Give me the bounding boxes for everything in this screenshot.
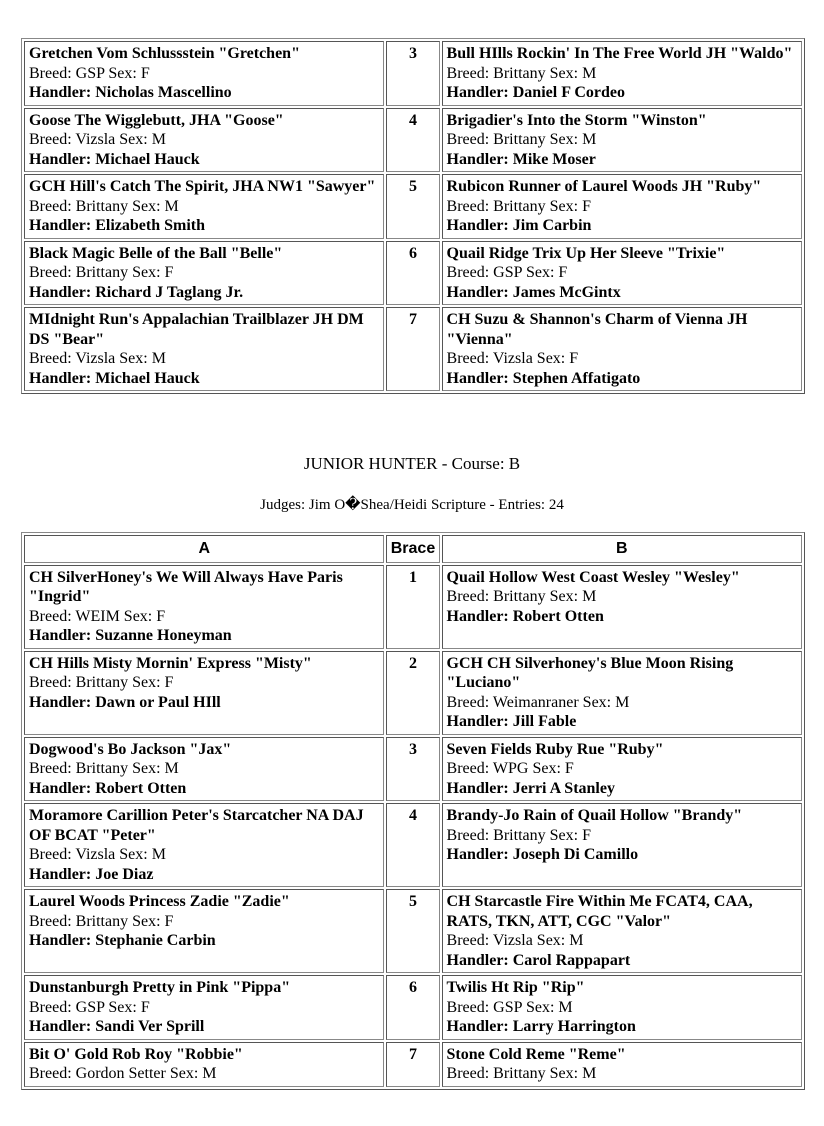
entry-cell-a	[24, 307, 384, 391]
entry-cell-a	[24, 1042, 384, 1087]
breed-sex: Breed: WPG Sex: F	[446, 760, 574, 777]
entry-cell-b	[442, 737, 802, 802]
entry-cell-b	[442, 975, 802, 1040]
dog-name: Brigadier's Into the Storm "Winston"	[446, 111, 707, 129]
handler-name: Handler: Jim Carbin	[446, 217, 592, 234]
table-row	[24, 889, 802, 973]
breed-sex: Breed: GSP Sex: M	[446, 998, 573, 1016]
entry-cell-b	[442, 1042, 802, 1087]
handler-name: Handler: Michael Hauck	[29, 369, 200, 387]
handler-name: Handler: Joseph Di Camillo	[446, 846, 639, 863]
table-row	[24, 651, 802, 735]
entry-cell-b	[442, 174, 802, 239]
entry-cell-a	[24, 41, 384, 106]
judges-line: Judges: Jim O�Shea/Heidi Scripture - Entries: 24	[260, 497, 564, 513]
dog-name: Seven Fields Ruby Rue "Ruby"	[446, 740, 664, 758]
dog-name: Black Magic Belle of the Ball "Belle"	[29, 244, 283, 262]
dog-name: Rubicon Runner of Laurel Woods JH "Ruby"	[446, 178, 762, 195]
entry-cell-b	[442, 803, 802, 887]
dog-name: Moramore Carillion Peter's Starcatcher NA DAJ OF BCAT "Peter"	[29, 807, 364, 844]
dog-name: Bull HIlls Rockin' In The Free World JH "Waldo"	[446, 45, 793, 62]
handler-name: Handler: Jerri A Stanley	[446, 779, 615, 797]
table-row	[24, 307, 802, 391]
dog-name: CH SilverHoney's We Will Always Have Paris "Ingrid"	[29, 568, 343, 605]
breed-sex: Breed: Vizsla Sex: M	[29, 350, 166, 367]
entry-cell-a	[24, 174, 384, 239]
breed-sex: Breed: Brittany Sex: F	[446, 826, 591, 844]
results-table-top	[21, 38, 805, 394]
breed-sex: Breed: Vizsla Sex: M	[29, 131, 166, 148]
handler-name: Handler: Dawn or Paul HIll	[29, 693, 221, 711]
entry-cell-b	[442, 565, 802, 649]
handler-name: Handler: Michael Hauck	[29, 150, 200, 168]
entry-cell-a	[24, 737, 384, 802]
dog-name: Quail Hollow West Coast Wesley "Wesley"	[446, 568, 740, 586]
entry-cell-a	[24, 108, 384, 173]
entry-cell-a	[24, 241, 384, 306]
dog-name: Goose The Wigglebutt, JHA "Goose"	[29, 111, 284, 129]
brace-number: 7	[386, 307, 439, 391]
entry-cell-b	[442, 307, 802, 391]
handler-name: Handler: Nicholas Mascellino	[29, 84, 232, 101]
breed-sex: Breed: Vizsla Sex: M	[29, 846, 166, 863]
entry-cell-b	[442, 241, 802, 306]
breed-sex: Breed: Brittany Sex: F	[29, 674, 174, 691]
table-row	[24, 1042, 802, 1087]
breed-sex: Breed: Brittany Sex: F	[29, 912, 174, 930]
junior-hunter-table	[21, 532, 805, 1090]
handler-name: Handler: Robert Otten	[29, 779, 187, 797]
handler-name: Handler: Suzanne Honeyman	[29, 627, 232, 644]
table-row	[24, 41, 802, 106]
brace-number: 1	[386, 565, 439, 649]
brace-number: 5	[386, 174, 439, 239]
entry-cell-a	[24, 975, 384, 1040]
handler-name: Handler: Daniel F Cordeo	[446, 84, 626, 101]
dog-name: GCH CH Silverhoney's Blue Moon Rising "Luciano"	[446, 654, 734, 691]
entry-cell-b	[442, 108, 802, 173]
brace-number: 3	[386, 41, 439, 106]
table-header-row	[24, 535, 802, 563]
brace-number: 6	[386, 975, 439, 1040]
handler-name: Handler: Carol Rappapart	[446, 951, 631, 969]
section-title: JUNIOR HUNTER - Course: B	[303, 454, 521, 473]
table-row	[24, 737, 802, 802]
handler-name: Handler: Sandi Ver Sprill	[29, 1018, 205, 1035]
handler-name: Handler: Elizabeth Smith	[29, 217, 206, 234]
dog-name: Laurel Woods Princess Zadie "Zadie"	[29, 893, 290, 910]
entry-cell-b	[442, 889, 802, 973]
dog-name: CH Hills Misty Mornin' Express "Misty"	[29, 654, 312, 672]
column-header-brace: Brace	[386, 535, 439, 563]
handler-name: Handler: Robert Otten	[446, 607, 604, 625]
entry-cell-a	[24, 565, 384, 649]
breed-sex: Breed: GSP Sex: F	[29, 64, 150, 82]
dog-name: Twilis Ht Rip "Rip"	[446, 979, 585, 996]
handler-name: Handler: Larry Harrington	[446, 1018, 636, 1035]
breed-sex: Breed: GSP Sex: F	[29, 998, 150, 1016]
breed-sex: Breed: Gordon Setter Sex: M	[29, 1065, 217, 1082]
handler-name: Handler: Stephanie Carbin	[29, 932, 216, 949]
brace-number: 7	[386, 1042, 439, 1087]
brace-number: 4	[386, 803, 439, 887]
handler-name: Handler: Mike Moser	[446, 150, 596, 168]
breed-sex: Breed: Vizsla Sex: F	[446, 350, 579, 367]
entry-cell-a	[24, 889, 384, 973]
handler-name: Handler: Richard J Taglang Jr.	[29, 283, 244, 301]
table-row	[24, 241, 802, 306]
breed-sex: Breed: Brittany Sex: M	[29, 760, 179, 777]
breed-sex: Breed: Vizsla Sex: M	[446, 932, 584, 949]
dog-name: Brandy-Jo Rain of Quail Hollow "Brandy"	[446, 807, 743, 824]
entry-cell-b	[442, 651, 802, 735]
breed-sex: Breed: Brittany Sex: M	[446, 64, 597, 82]
column-header-b: B	[442, 535, 802, 563]
table-row	[24, 108, 802, 173]
entry-cell-b	[442, 41, 802, 106]
results-table-top-body	[24, 41, 802, 391]
dog-name: Quail Ridge Trix Up Her Sleeve "Trixie"	[446, 244, 726, 262]
dog-name: CH Starcastle Fire Within Me FCAT4, CAA, RATS, TKN, ATT, CGC "Valor"	[446, 893, 753, 930]
handler-name: Handler: Jill Fable	[446, 713, 577, 730]
dog-name: GCH Hill's Catch The Spirit, JHA NW1 "Sawyer"	[29, 178, 376, 195]
dog-name: Stone Cold Reme "Reme"	[446, 1045, 626, 1063]
brace-number: 5	[386, 889, 439, 973]
entry-cell-a	[24, 803, 384, 887]
dog-name: CH Suzu & Shannon's Charm of Vienna JH "Vienna"	[446, 311, 748, 348]
dog-name: Dunstanburgh Pretty in Pink "Pippa"	[29, 979, 291, 996]
brace-number: 4	[386, 108, 439, 173]
brace-number: 3	[386, 737, 439, 802]
column-header-a: A	[24, 535, 384, 563]
breed-sex: Breed: Brittany Sex: F	[446, 197, 591, 215]
breed-sex: Breed: Brittany Sex: M	[29, 197, 179, 215]
handler-name: Handler: Stephen Affatigato	[446, 369, 641, 387]
breed-sex: Breed: GSP Sex: F	[446, 264, 568, 281]
brace-number: 2	[386, 651, 439, 735]
table-row	[24, 565, 802, 649]
table-row	[24, 174, 802, 239]
dog-name: Gretchen Vom Schlussstein "Gretchen"	[29, 45, 300, 62]
breed-sex: Breed: Brittany Sex: M	[446, 1065, 597, 1082]
dog-name: Bit O' Gold Rob Roy "Robbie"	[29, 1045, 243, 1063]
junior-hunter-table-body	[24, 565, 802, 1087]
handler-name: Handler: Joe Diaz	[29, 865, 154, 883]
brace-number: 6	[386, 241, 439, 306]
dog-name: MIdnight Run's Appalachian Trailblazer JH DM DS "Bear"	[29, 311, 364, 348]
breed-sex: Breed: WEIM Sex: F	[29, 607, 166, 625]
table-row	[24, 975, 802, 1040]
breed-sex: Breed: Weimanraner Sex: M	[446, 693, 630, 711]
breed-sex: Breed: Brittany Sex: M	[446, 131, 597, 148]
breed-sex: Breed: Brittany Sex: M	[446, 588, 597, 605]
handler-name: Handler: James McGintx	[446, 283, 621, 301]
dog-name: Dogwood's Bo Jackson "Jax"	[29, 740, 232, 758]
table-row	[24, 803, 802, 887]
breed-sex: Breed: Brittany Sex: F	[29, 264, 174, 281]
entry-cell-a	[24, 651, 384, 735]
